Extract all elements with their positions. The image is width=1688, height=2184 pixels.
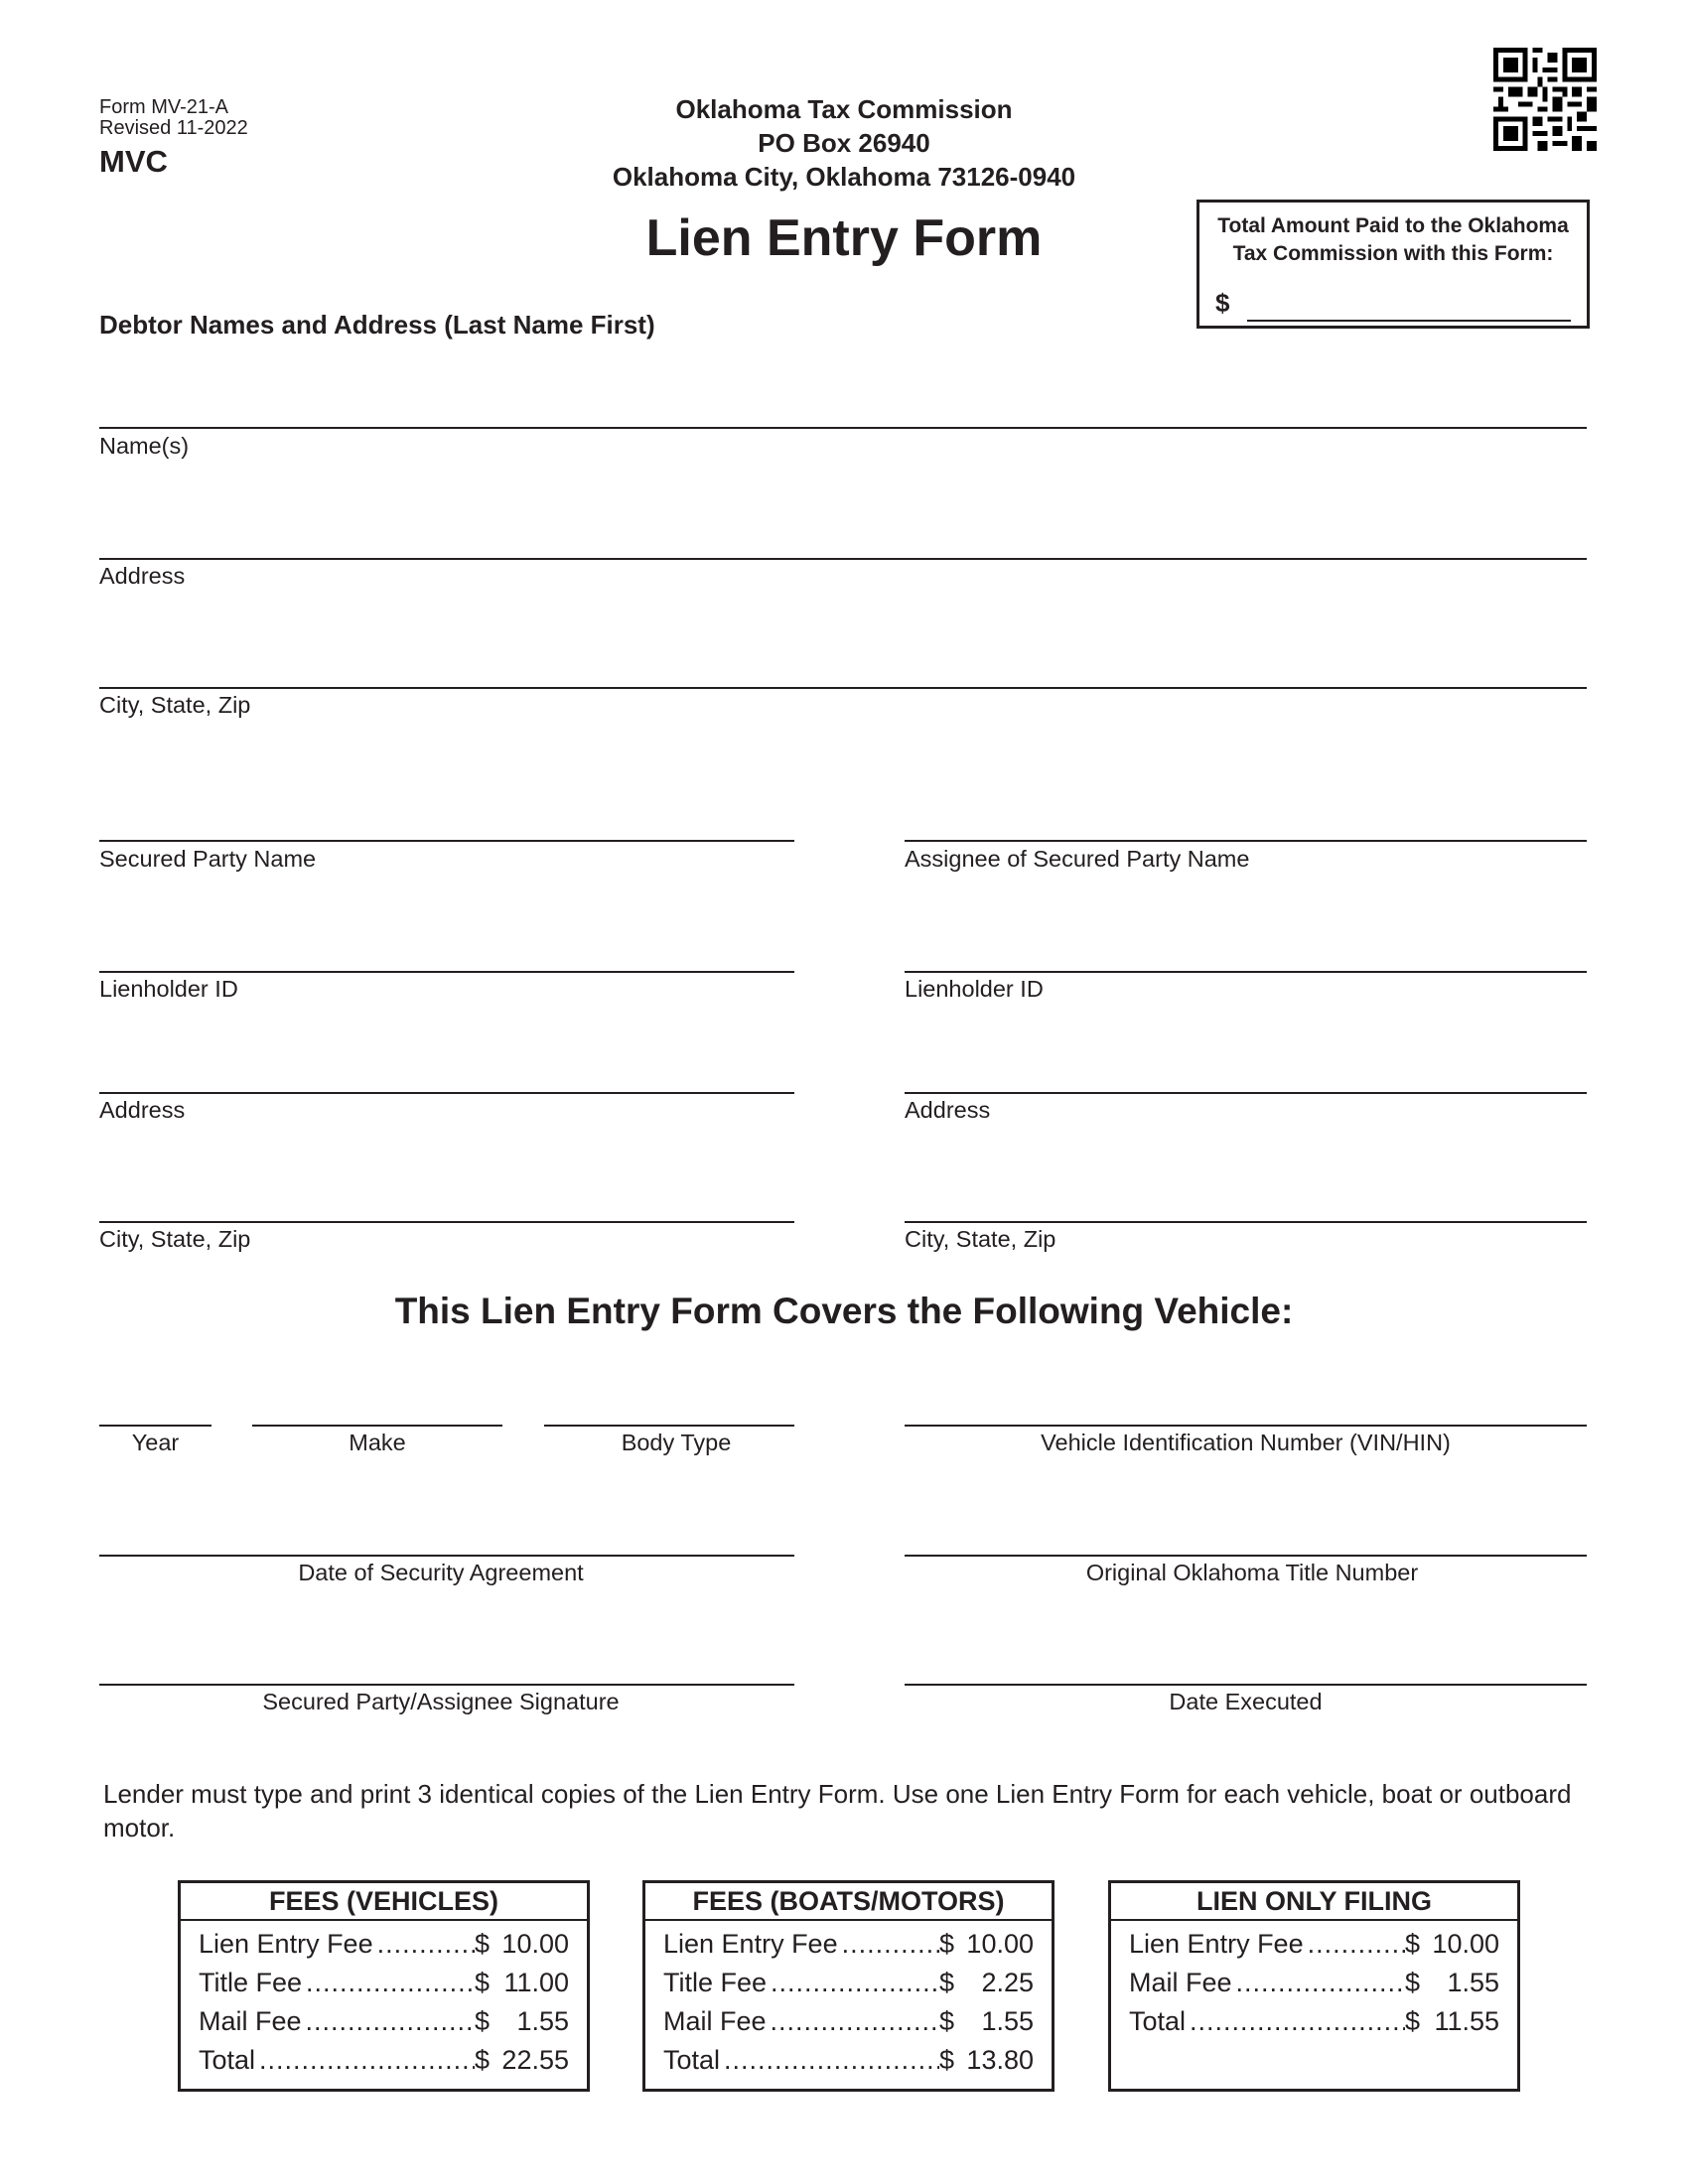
fees-vehicles-box <box>178 1880 590 2092</box>
fees-vehicles-title: FEES (VEHICLES) <box>181 1883 587 1921</box>
form-number: Form MV-21-A <box>99 96 229 118</box>
fee-currency: $ <box>939 2045 955 2075</box>
secured-party-city-field[interactable] <box>99 1221 794 1223</box>
fee-row <box>1129 1925 1499 1964</box>
fee-currency: $ <box>475 2045 491 2075</box>
vehicle-year-label: Year <box>131 1430 180 1455</box>
instructions-text: Lender must type and print 3 identical copies of the Lien Entry Form. Use one Lien Entry Form for each vehicle, boat or outboard motor. <box>103 1779 1572 1843</box>
fee-amount: 1.55 <box>516 2006 569 2036</box>
assignee-name-field[interactable] <box>905 840 1587 842</box>
amount-paid-label-line2: Tax Commission with this Form: <box>1232 242 1554 265</box>
secured-party-name-field[interactable] <box>99 840 794 842</box>
lien-only-title: LIEN ONLY FILING <box>1111 1883 1517 1921</box>
fee-amount: 1.55 <box>1447 1968 1499 1997</box>
fee-row <box>199 1925 569 1964</box>
agency-city: Oklahoma City, Oklahoma 73126-0940 <box>612 162 1076 192</box>
fee-row <box>663 1925 1034 1964</box>
debtor-city-field[interactable] <box>99 687 1587 689</box>
amount-paid-field[interactable] <box>1247 320 1571 322</box>
title-number-field[interactable] <box>905 1555 1587 1557</box>
title-number-label: Original Oklahoma Title Number <box>1085 1560 1419 1585</box>
fee-amount: 11.00 <box>503 1968 569 1997</box>
qr-code-icon <box>1493 48 1597 151</box>
agency-name: Oklahoma Tax Commission <box>675 94 1013 124</box>
fee-currency: $ <box>475 1929 491 1959</box>
vin-label: Vehicle Identification Number (VIN/HIN) <box>1041 1430 1451 1455</box>
fee-currency: $ <box>939 1929 955 1959</box>
fee-name: Mail Fee <box>199 2006 306 2036</box>
fee-name: Lien Entry Fee <box>199 1929 377 1959</box>
secured-party-name-label: Secured Party Name <box>99 846 317 872</box>
debtor-heading: Debtor Names and Address (Last Name First) <box>99 310 655 340</box>
fee-row <box>1129 2002 1499 2041</box>
fee-amount: 22.55 <box>501 2045 569 2075</box>
amount-paid-box <box>1196 200 1590 329</box>
debtor-address-field[interactable] <box>99 558 1587 560</box>
amount-paid-label-line1: Total Amount Paid to the Oklahoma <box>1217 214 1569 237</box>
fee-name: Total <box>663 2045 724 2075</box>
fee-row <box>199 1964 569 2002</box>
fees-boats-box <box>642 1880 1055 2092</box>
vehicle-body-type-field[interactable] <box>544 1425 794 1427</box>
amount-paid-label <box>1199 212 1587 268</box>
fee-name: Mail Fee <box>663 2006 771 2036</box>
fee-amount: 10.00 <box>501 1929 569 1959</box>
fee-amount: 13.80 <box>966 2045 1034 2075</box>
security-agreement-date-field[interactable] <box>99 1555 794 1557</box>
fee-name: Mail Fee <box>1129 1968 1236 1997</box>
assignee-address-label: Address <box>905 1097 991 1123</box>
fee-name: Title Fee <box>663 1968 771 1997</box>
secured-party-lienholder-id-label: Lienholder ID <box>99 976 238 1002</box>
fee-row <box>199 2041 569 2080</box>
division-code: MVC <box>99 144 168 179</box>
date-executed-label: Date Executed <box>1169 1689 1323 1714</box>
fee-name: Lien Entry Fee <box>663 1929 842 1959</box>
vehicle-make-label: Make <box>349 1430 406 1455</box>
fee-row <box>199 2002 569 2041</box>
assignee-city-label: City, State, Zip <box>905 1226 1056 1252</box>
signature-label: Secured Party/Assignee Signature <box>262 1689 620 1714</box>
fee-name: Total <box>1129 2006 1190 2036</box>
fee-name: Lien Entry Fee <box>1129 1929 1308 1959</box>
fee-row <box>663 2002 1034 2041</box>
vehicle-make-field[interactable] <box>252 1425 502 1427</box>
fee-amount: 10.00 <box>966 1929 1034 1959</box>
fee-row <box>663 2041 1034 2080</box>
amount-currency: $ <box>1215 288 1230 318</box>
secured-party-address-label: Address <box>99 1097 186 1123</box>
fee-currency: $ <box>1405 2006 1421 2036</box>
assignee-city-field[interactable] <box>905 1221 1587 1223</box>
fees-boats-title: FEES (BOATS/MOTORS) <box>645 1883 1052 1921</box>
vehicle-year-field[interactable] <box>99 1425 211 1427</box>
fee-currency: $ <box>475 1968 491 1997</box>
fee-amount: 2.25 <box>981 1968 1034 1997</box>
assignee-name-label: Assignee of Secured Party Name <box>905 846 1250 872</box>
fee-row <box>1129 1964 1499 2002</box>
fee-currency: $ <box>939 2006 955 2036</box>
fee-currency: $ <box>1405 1929 1421 1959</box>
fee-currency: $ <box>1405 1968 1421 1997</box>
debtor-name-label: Name(s) <box>99 433 190 459</box>
assignee-address-field[interactable] <box>905 1092 1587 1094</box>
date-executed-field[interactable] <box>905 1684 1587 1686</box>
debtor-city-label: City, State, Zip <box>99 692 251 718</box>
fee-name: Title Fee <box>199 1968 306 1997</box>
signature-field[interactable] <box>99 1684 794 1686</box>
fee-amount: 10.00 <box>1432 1929 1499 1959</box>
secured-party-city-label: City, State, Zip <box>99 1226 251 1252</box>
secured-party-address-field[interactable] <box>99 1092 794 1094</box>
assignee-lienholder-id-label: Lienholder ID <box>905 976 1044 1002</box>
assignee-lienholder-id-field[interactable] <box>905 971 1587 973</box>
vehicle-heading: This Lien Entry Form Covers the Following Vehicle: <box>394 1291 1294 1331</box>
debtor-name-field[interactable] <box>99 427 1587 429</box>
vin-field[interactable] <box>905 1425 1587 1427</box>
fee-row <box>663 1964 1034 2002</box>
security-agreement-date-label: Date of Security Agreement <box>298 1560 584 1585</box>
fee-amount: 1.55 <box>981 2006 1034 2036</box>
revision-date: Revised 11-2022 <box>99 117 248 139</box>
debtor-address-label: Address <box>99 563 186 589</box>
lien-only-box <box>1108 1880 1520 2092</box>
vehicle-body-type-label: Body Type <box>621 1430 732 1455</box>
fee-currency: $ <box>475 2006 491 2036</box>
fee-amount: 11.55 <box>1434 2006 1499 2036</box>
agency-po-box: PO Box 26940 <box>758 128 930 158</box>
page-title: Lien Entry Form <box>645 209 1043 267</box>
secured-party-lienholder-id-field[interactable] <box>99 971 794 973</box>
fee-name: Total <box>199 2045 259 2075</box>
fee-currency: $ <box>939 1968 955 1997</box>
